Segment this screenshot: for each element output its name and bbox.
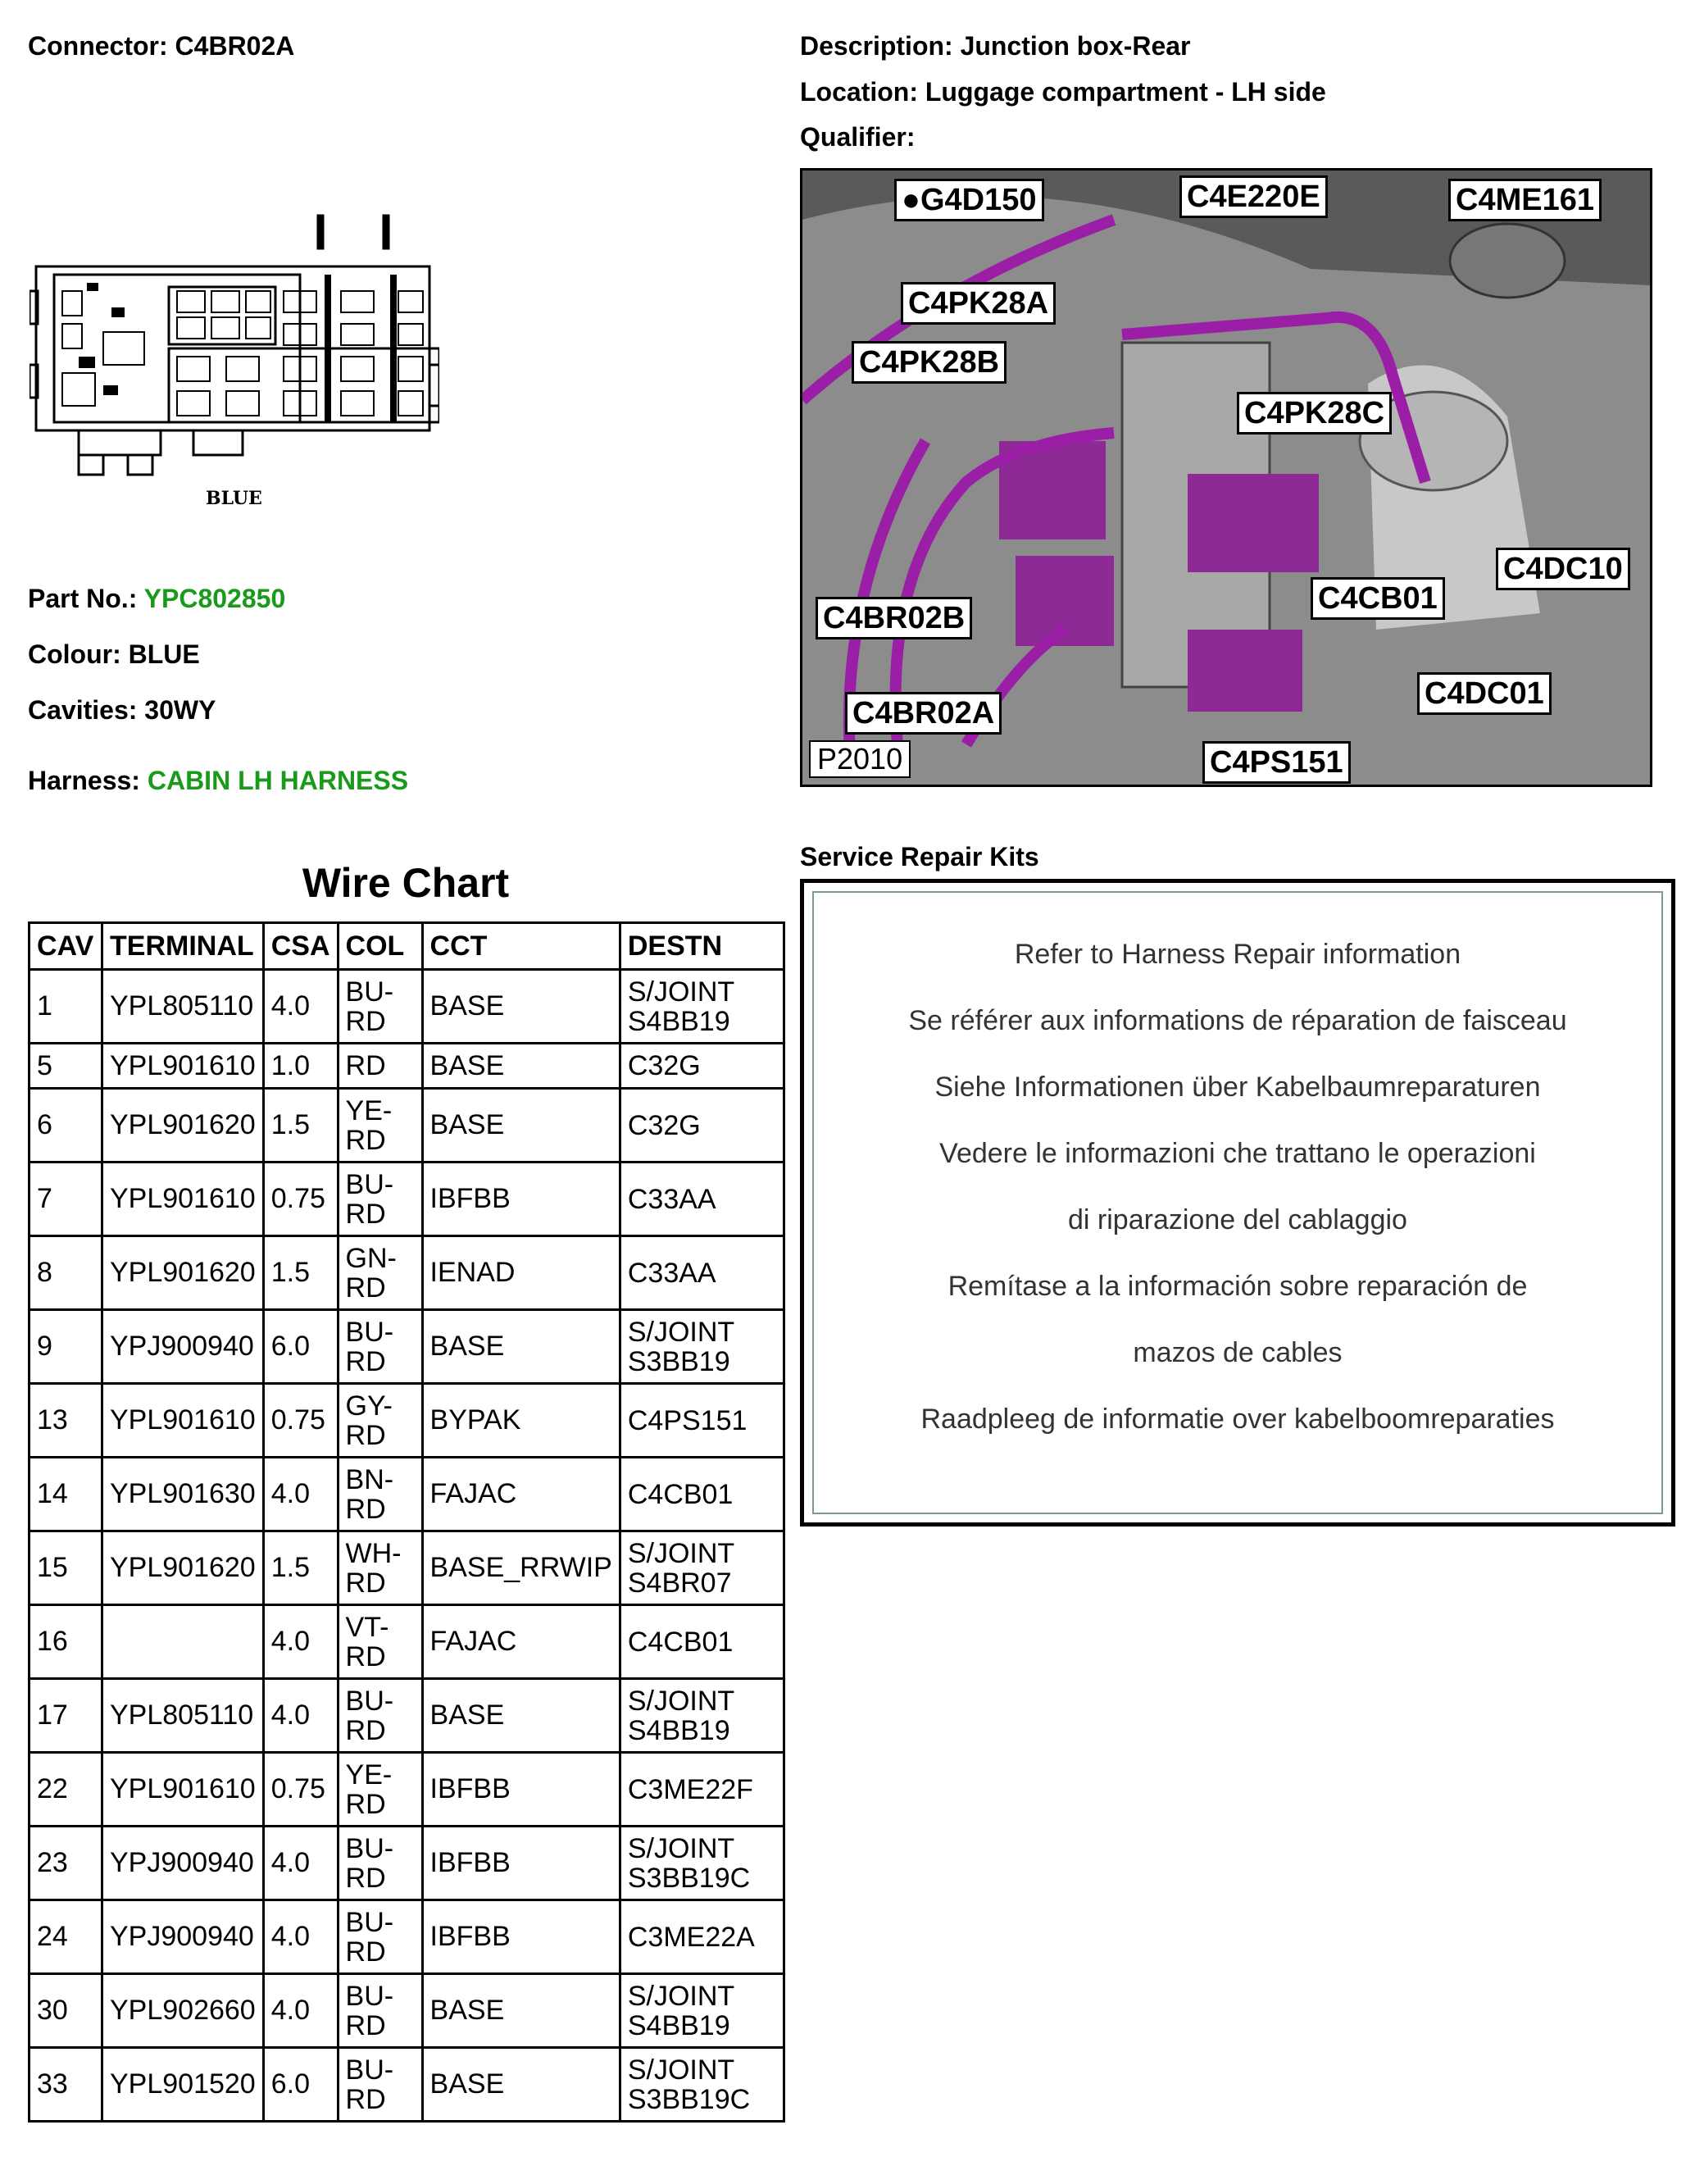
wire-row	[30, 1679, 784, 1753]
wire-cell-cav: 17	[30, 1679, 102, 1753]
wire-cell-cav: 14	[30, 1458, 102, 1531]
wire-cell-cav: 9	[30, 1310, 102, 1384]
wire-cell-cav: 7	[30, 1163, 102, 1236]
wire-cell-destn: C4CB01	[620, 1458, 784, 1531]
wire-cell-destn: C32G	[620, 1044, 784, 1089]
wire-cell-terminal: YPJ900940	[102, 1900, 264, 1974]
wire-cell-csa: 1.5	[263, 1236, 338, 1310]
wire-cell-terminal: YPL901620	[102, 1089, 264, 1163]
wire-chart-header-row	[30, 923, 784, 970]
wire-cell-col: RD	[338, 1044, 422, 1089]
wire-cell-cct: BASE	[422, 970, 620, 1044]
wire-cell-col: BU- RD	[338, 1310, 422, 1384]
kit-line: Remítase a la información sobre reparación de	[947, 1271, 1528, 1302]
wire-cell-csa: 1.5	[263, 1531, 338, 1605]
cavities-label: Cavities:	[28, 695, 138, 725]
part-number-line	[28, 584, 285, 614]
wire-chart-table	[28, 921, 785, 2123]
header-cct: CCT	[422, 923, 620, 970]
wire-cell-cav: 15	[30, 1531, 102, 1605]
wire-cell-cav: 24	[30, 1900, 102, 1974]
wire-cell-cct: IBFBB	[422, 1753, 620, 1827]
wire-cell-col: VT- RD	[338, 1605, 422, 1679]
wire-cell-cct: BASE	[422, 1974, 620, 2048]
harness-line	[28, 766, 408, 796]
wire-cell-csa: 0.75	[263, 1384, 338, 1458]
callout-c4me161: C4ME161	[1448, 179, 1602, 221]
description-value: Junction box-Rear	[960, 31, 1191, 61]
wire-cell-csa: 4.0	[263, 1679, 338, 1753]
wire-cell-col: BU- RD	[338, 1679, 422, 1753]
wire-cell-col: YE- RD	[338, 1753, 422, 1827]
wire-row	[30, 1974, 784, 2048]
part-number-label: Part No.:	[28, 584, 138, 613]
wire-cell-cct: IBFBB	[422, 1900, 620, 1974]
kit-line: Refer to Harness Repair information	[1014, 939, 1461, 970]
wire-cell-csa: 4.0	[263, 1605, 338, 1679]
wire-cell-destn: S/JOINT S3BB19C	[620, 1827, 784, 1900]
wire-row	[30, 1458, 784, 1531]
wire-cell-terminal: YPL901610	[102, 1163, 264, 1236]
kit-line: di riparazione del cablaggio	[1068, 1204, 1407, 1235]
wire-cell-terminal: YPL901520	[102, 2048, 264, 2122]
service-kits-inner	[812, 891, 1663, 1514]
wire-cell-cct: BASE	[422, 1089, 620, 1163]
connector-face-drawing	[30, 209, 439, 521]
harness-link[interactable]: CABIN LH HARNESS	[147, 766, 409, 795]
wire-cell-terminal	[102, 1605, 264, 1679]
wire-cell-cav: 16	[30, 1605, 102, 1679]
callout-c4cb01: C4CB01	[1311, 577, 1445, 620]
wire-cell-csa: 6.0	[263, 2048, 338, 2122]
wire-cell-col: BN- RD	[338, 1458, 422, 1531]
wire-row	[30, 1384, 784, 1458]
header-col: COL	[338, 923, 422, 970]
wire-cell-csa: 4.0	[263, 1900, 338, 1974]
wire-cell-destn: C4CB01	[620, 1605, 784, 1679]
kit-line: Se référer aux informations de réparation de faisceau	[908, 1005, 1567, 1036]
wire-cell-cct: IBFBB	[422, 1827, 620, 1900]
wire-cell-destn: S/JOINT S4BB19	[620, 1974, 784, 2048]
part-number-link[interactable]: YPC802850	[143, 584, 286, 613]
callout-g4d150: ●G4D150	[894, 179, 1044, 221]
wire-row	[30, 1236, 784, 1310]
connector-heading	[28, 31, 294, 61]
wire-cell-terminal: YPL901620	[102, 1236, 264, 1310]
wire-cell-col: YE- RD	[338, 1089, 422, 1163]
callout-c4pk28b: C4PK28B	[852, 341, 1007, 384]
wire-cell-terminal: YPL901610	[102, 1753, 264, 1827]
wire-cell-cct: BASE_RRWIP	[422, 1531, 620, 1605]
wire-cell-csa: 6.0	[263, 1310, 338, 1384]
wire-cell-terminal: YPJ900940	[102, 1310, 264, 1384]
callout-c4dc01: C4DC01	[1417, 672, 1552, 715]
wire-cell-col: BU- RD	[338, 1974, 422, 2048]
wire-cell-cct: IBFBB	[422, 1163, 620, 1236]
header-csa: CSA	[263, 923, 338, 970]
wire-cell-col: BU- RD	[338, 2048, 422, 2122]
location-heading	[800, 77, 1326, 107]
wire-cell-destn: C33AA	[620, 1163, 784, 1236]
wire-cell-cav: 13	[30, 1384, 102, 1458]
description-heading	[800, 31, 1191, 61]
wire-cell-destn: C3ME22A	[620, 1900, 784, 1974]
wire-cell-cct: BASE	[422, 1044, 620, 1089]
qualifier-label: Qualifier:	[800, 122, 916, 152]
header-cav: CAV	[30, 923, 102, 970]
wire-chart-title: Wire Chart	[302, 860, 510, 906]
wire-cell-destn: S/JOINT S4BB19	[620, 970, 784, 1044]
colour-label: Colour:	[28, 639, 121, 669]
wire-cell-col: BU- RD	[338, 1827, 422, 1900]
wire-row	[30, 970, 784, 1044]
wire-cell-csa: 1.0	[263, 1044, 338, 1089]
callout-c4br02b: C4BR02B	[816, 597, 972, 639]
wire-row	[30, 1531, 784, 1605]
kit-line: mazos de cables	[1133, 1337, 1343, 1368]
kit-line: Vedere le informazioni che trattano le operazioni	[939, 1138, 1536, 1169]
wire-row	[30, 1827, 784, 1900]
location-photo	[800, 168, 1652, 787]
wire-cell-cav: 5	[30, 1044, 102, 1089]
connector-label: Connector:	[28, 31, 168, 61]
callout-c4ps151: C4PS151	[1202, 741, 1351, 784]
wire-cell-cct: BASE	[422, 1310, 620, 1384]
wire-row	[30, 1044, 784, 1089]
callout-c4dc10: C4DC10	[1496, 548, 1630, 590]
wire-cell-csa: 4.0	[263, 1974, 338, 2048]
service-kits-box	[800, 879, 1675, 1527]
wire-cell-cct: BASE	[422, 1679, 620, 1753]
wire-cell-cav: 33	[30, 2048, 102, 2122]
wire-cell-cct: FAJAC	[422, 1458, 620, 1531]
wire-cell-destn: C3ME22F	[620, 1753, 784, 1827]
connector-face-diagram	[30, 209, 439, 521]
connector-value: C4BR02A	[175, 31, 295, 61]
wire-cell-col: GN- RD	[338, 1236, 422, 1310]
callout-c4pk28a: C4PK28A	[901, 282, 1056, 325]
wire-cell-terminal: YPL902660	[102, 1974, 264, 2048]
wire-row	[30, 1163, 784, 1236]
wire-cell-cav: 22	[30, 1753, 102, 1827]
colour-value: BLUE	[128, 639, 200, 669]
wire-row	[30, 1900, 784, 1974]
description-label: Description:	[800, 31, 953, 61]
wire-cell-csa: 1.5	[263, 1089, 338, 1163]
wire-cell-csa: 4.0	[263, 970, 338, 1044]
callout-c4pk28c: C4PK28C	[1237, 392, 1392, 435]
wire-chart-body	[30, 970, 784, 2122]
wire-cell-destn: C33AA	[620, 1236, 784, 1310]
wire-cell-destn: S/JOINT S4BR07	[620, 1531, 784, 1605]
wire-cell-csa: 4.0	[263, 1827, 338, 1900]
harness-label: Harness:	[28, 766, 140, 795]
colour-line	[28, 639, 200, 670]
wire-cell-destn: S/JOINT S3BB19C	[620, 2048, 784, 2122]
kit-line: Raadpleeg de informatie over kabelboomreparaties	[920, 1404, 1555, 1435]
wire-cell-col: WH- RD	[338, 1531, 422, 1605]
wire-row	[30, 1753, 784, 1827]
connector-colour-caption: BLUE	[206, 488, 262, 509]
wire-cell-cct: IENAD	[422, 1236, 620, 1310]
callout-c4br02a: C4BR02A	[845, 692, 1002, 735]
wire-cell-cct: FAJAC	[422, 1605, 620, 1679]
wire-cell-destn: C32G	[620, 1089, 784, 1163]
wire-cell-cav: 6	[30, 1089, 102, 1163]
wire-cell-col: BU- RD	[338, 970, 422, 1044]
wire-cell-col: BU- RD	[338, 1163, 422, 1236]
service-kits-heading: Service Repair Kits	[800, 842, 1039, 871]
photo-reference: P2010	[809, 740, 911, 778]
wire-cell-terminal: YPL805110	[102, 1679, 264, 1753]
location-value: Luggage compartment - LH side	[925, 77, 1326, 107]
wire-row	[30, 1605, 784, 1679]
wire-cell-terminal: YPJ900940	[102, 1827, 264, 1900]
kit-line: Siehe Informationen über Kabelbaumreparaturen	[934, 1072, 1541, 1103]
wire-cell-destn: S/JOINT S3BB19	[620, 1310, 784, 1384]
wire-row	[30, 1310, 784, 1384]
wire-cell-cct: BASE	[422, 2048, 620, 2122]
wire-cell-cav: 8	[30, 1236, 102, 1310]
wire-row	[30, 1089, 784, 1163]
callout-c4e220e: C4E220E	[1179, 175, 1328, 218]
wire-cell-destn: C4PS151	[620, 1384, 784, 1458]
header-terminal: TERMINAL	[102, 923, 264, 970]
cavities-line	[28, 695, 216, 726]
wire-cell-cav: 23	[30, 1827, 102, 1900]
wire-cell-csa: 0.75	[263, 1753, 338, 1827]
wire-cell-cct: BYPAK	[422, 1384, 620, 1458]
wire-row	[30, 2048, 784, 2122]
qualifier-heading	[800, 122, 915, 152]
wire-cell-terminal: YPL901630	[102, 1458, 264, 1531]
wire-cell-destn: S/JOINT S4BB19	[620, 1679, 784, 1753]
wire-cell-csa: 4.0	[263, 1458, 338, 1531]
wire-cell-csa: 0.75	[263, 1163, 338, 1236]
wire-cell-cav: 30	[30, 1974, 102, 2048]
cavities-value: 30WY	[144, 695, 216, 725]
wire-cell-terminal: YPL901610	[102, 1384, 264, 1458]
wire-cell-terminal: YPL901610	[102, 1044, 264, 1089]
wire-cell-col: GY- RD	[338, 1384, 422, 1458]
location-label: Location:	[800, 77, 918, 107]
wire-cell-col: BU- RD	[338, 1900, 422, 1974]
wire-cell-terminal: YPL805110	[102, 970, 264, 1044]
header-destn: DESTN	[620, 923, 784, 970]
wire-cell-cav: 1	[30, 970, 102, 1044]
wire-cell-terminal: YPL901620	[102, 1531, 264, 1605]
